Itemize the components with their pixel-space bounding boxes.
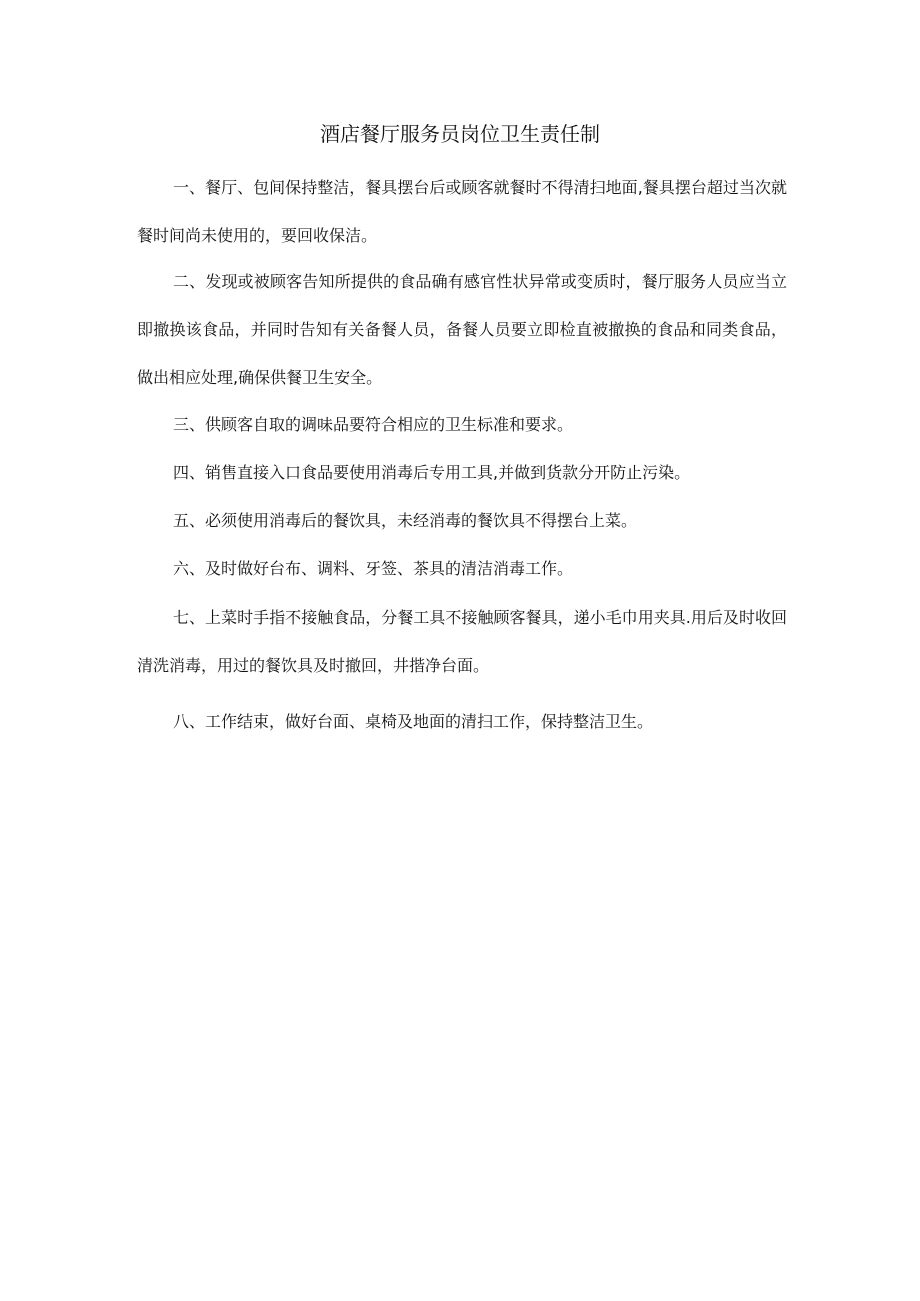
paragraph-7: 七、上菜时手指不接触食品，分餐工具不接触顾客餐具，递小毛巾用夹具.用后及时收回清洗消毒，用过的餐饮具及时撤回，井揩净台面。 bbox=[137, 608, 787, 675]
document-title: 酒店餐厅服务员岗位卫生责任制 bbox=[320, 122, 600, 146]
paragraph-5: 五、必须使用消毒后的餐饮具，未经消毒的餐饮具不得摆台上菜。 bbox=[173, 511, 638, 530]
paragraph-1: 一、餐厅、包间保持整洁，餐具摆台后或顾客就餐时不得清扫地面,餐具摆台超过当次就餐时间尚未使用的，要回收保洁。 bbox=[137, 178, 787, 245]
paragraph-8: 八、工作结束，做好台面、桌椅及地面的清扫工作，保持整洁卫生。 bbox=[173, 712, 654, 731]
paragraph-3: 三、供顾客自取的调味品要符合相应的卫生标准和要求。 bbox=[173, 415, 574, 434]
paragraph-2: 二、发现或被顾客告知所提供的食品确有感官性状异常或变质时，餐厅服务人员应当立即撤换该食品，并同时告知有关备餐人员，备餐人员要立即检直被撤换的食品和同类食品，做出相应处理,确保供餐卫生安全。 bbox=[137, 272, 787, 387]
paragraph-6: 六、及时做好台布、调料、牙签、茶具的清洁消毒工作。 bbox=[173, 559, 574, 578]
paragraph-4: 四、销售直接入口食品要使用消毒后专用工具,并做到货款分开防止污染。 bbox=[173, 463, 691, 482]
